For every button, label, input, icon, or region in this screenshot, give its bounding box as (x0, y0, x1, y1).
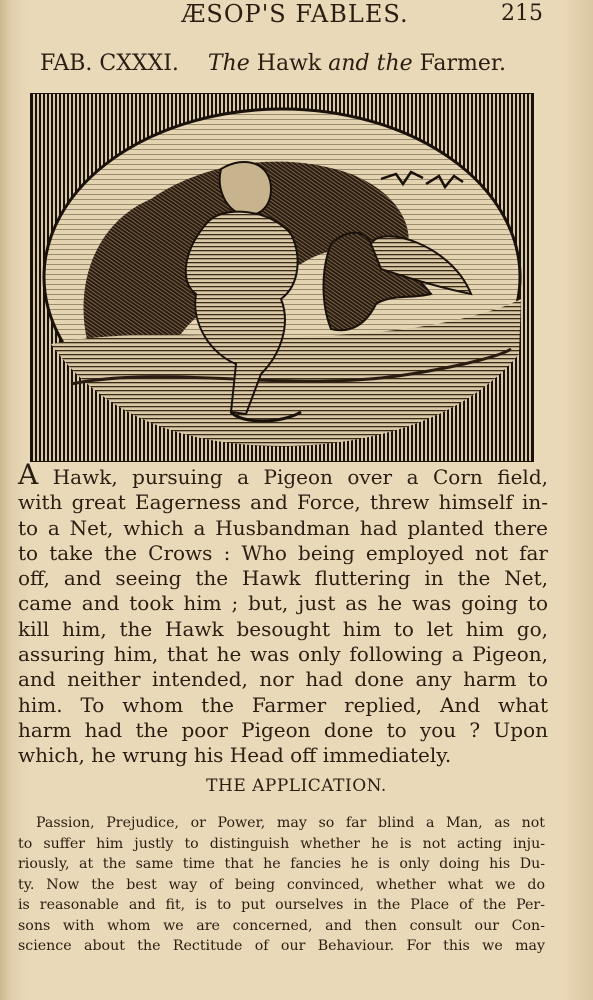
application-line: science about the Rectitude of our Behaviour. For this we may (18, 938, 545, 954)
fable-body (18, 458, 548, 769)
woodcut-illustration (30, 93, 534, 462)
page-header (0, 0, 593, 28)
body-line: with great Eagerness and Force, threw himself in- (18, 490, 548, 515)
fable-number: FAB. CXXXI. (40, 51, 179, 76)
body-line: assuring him, that he was only following a Pigeon, (18, 642, 548, 667)
body-line: off, and seeing the Hawk fluttering in the Net, (18, 566, 548, 591)
application-line: Passion, Prejudice, or Power, may so far blind a Man, as not (36, 815, 545, 831)
fable-title (40, 50, 540, 78)
application-line: ty. Now the best way of being convinced, whether what we do (18, 876, 545, 893)
body-line: to a Net, which a Husbandman had planted there (18, 515, 548, 540)
drop-cap: A (18, 458, 39, 491)
title-hawk: Hawk (256, 51, 322, 76)
body-line: A Hawk, pursuing a Pigeon over a Corn field, (18, 458, 548, 491)
application-body (18, 813, 545, 957)
application-line: sons with whom we are concerned, and then consult our Con- (18, 917, 545, 934)
body-line: to take the Crows : Who being employed not far (18, 540, 548, 565)
body-line: kill him, the Hawk besought him to let him go, (18, 616, 548, 641)
body-line: and neither intended, nor had done any harm to (18, 667, 548, 692)
running-title: ÆSOP'S FABLES. (181, 0, 409, 28)
application-line: is reasonable and fit, is to put ourselves in the Place of the Per- (18, 897, 545, 913)
title-and-the: and the (328, 51, 413, 76)
title-farmer: Farmer. (419, 51, 507, 76)
application-line: to suffer him justly to distinguish whether he is not acting inju- (18, 835, 545, 852)
body-line: which, he wrung his Head off immediately. (18, 743, 452, 768)
application-line: riously, at the same time that he fancies he is only doing his Du- (18, 856, 545, 872)
title-the: The (207, 51, 250, 76)
body-line: came and took him ; but, just as he was going to (18, 591, 548, 616)
woodcut-drawing (31, 94, 533, 461)
application-title: THE APPLICATION. (206, 776, 387, 796)
page-number: 215 (501, 1, 543, 26)
body-line: him. To whom the Farmer replied, And what (18, 692, 548, 717)
body-line: harm had the poor Pigeon done to you ? Upon (18, 717, 548, 742)
